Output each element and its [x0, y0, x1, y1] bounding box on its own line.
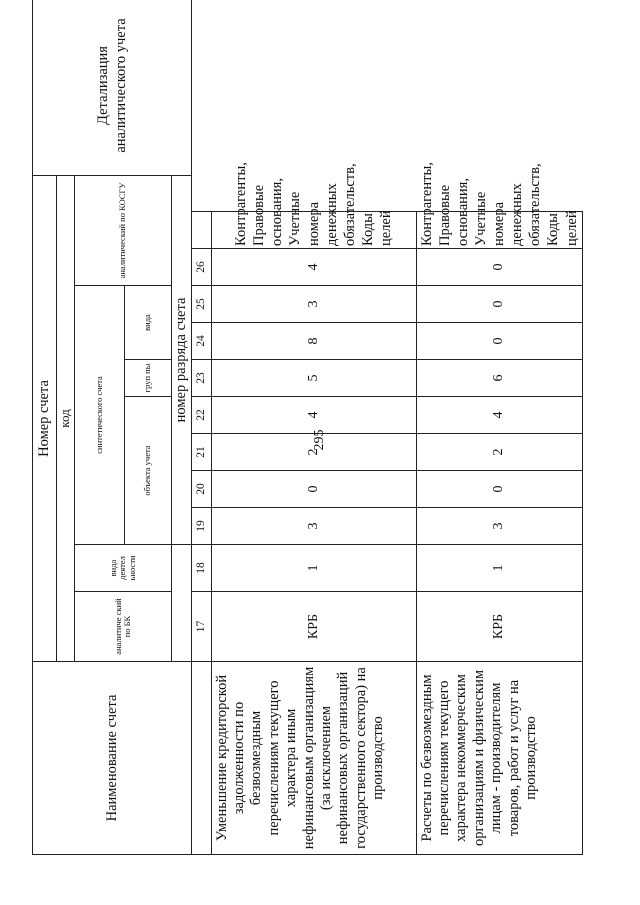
header-group: груп пы — [124, 360, 171, 397]
row-value: 1 — [211, 545, 416, 592]
account-table — [32, 0, 583, 855]
row-value: 2 — [416, 434, 582, 471]
row-value: 0 — [416, 471, 582, 508]
row-detail: Контрагенты, Правовые основания, Учетные номера денежных обязательств, Коды целей — [416, 212, 582, 249]
digit-label: 21 — [191, 434, 211, 471]
digit-label: 18 — [191, 545, 211, 592]
row-value: 3 — [416, 508, 582, 545]
digit-label: 24 — [191, 323, 211, 360]
row-value: 4 — [211, 397, 416, 434]
row-detail: Контрагенты, Правовые основания, Учетные номера денежных обязательств, Коды целей — [211, 212, 416, 249]
row-value: 4 — [416, 397, 582, 434]
digit-label: 17 — [191, 592, 211, 662]
row-value: 0 — [211, 471, 416, 508]
row-value: 3 — [211, 286, 416, 323]
header-account-name: Наименование счета — [33, 662, 192, 855]
row-account-name: Расчеты по безвозмездным перечислениям текущего характера некоммерческим организациям и физическим лицам - производителям товаров, работ и услуг на производство — [416, 662, 582, 855]
row-value: 0 — [416, 286, 582, 323]
row-value: 3 — [211, 508, 416, 545]
row-value: КРБ — [211, 592, 416, 662]
row-value: 1 — [416, 545, 582, 592]
page-number: 295 — [312, 429, 327, 451]
row-account-name: Уменьшение кредиторской задолженности по безвозмездным перечислениям текущего характера иным нефинансовым организациям (за исключением нефинансовых организаций государственного сектора) на производство — [211, 662, 416, 855]
header-digit-number: номер разряда счета — [171, 175, 191, 544]
row-value: КРБ — [416, 592, 582, 662]
header-detail: Детализация аналитического учета — [33, 0, 192, 175]
rotated-table-container — [32, 18, 580, 855]
header-account-number: Номер счета — [33, 175, 57, 661]
row-value: 2 — [211, 434, 416, 471]
row-value: 4 — [211, 249, 416, 286]
header-synthetic: синтетического счета — [74, 286, 124, 545]
row-value: 5 — [211, 360, 416, 397]
row-value: 0 — [416, 323, 582, 360]
digit-label: 22 — [191, 397, 211, 434]
header-account-object: объекта учета — [124, 397, 171, 545]
header-code: код — [57, 175, 75, 661]
digit-label: 20 — [191, 471, 211, 508]
header-activity-type: вида деятел ьности — [74, 545, 171, 592]
digit-label: 25 — [191, 286, 211, 323]
row-value: 0 — [416, 249, 582, 286]
table-row — [416, 0, 582, 855]
row-value: 6 — [416, 360, 582, 397]
digit-label: 19 — [191, 508, 211, 545]
digit-label: 26 — [191, 249, 211, 286]
digit-label: 23 — [191, 360, 211, 397]
header-analytic-kosgu: аналитический по КОСГУ — [74, 175, 171, 285]
table-row — [211, 0, 416, 855]
row-value: 8 — [211, 323, 416, 360]
header-analytic-bk: аналитиче ский по БК — [74, 592, 171, 662]
header-kind: вида — [124, 286, 171, 360]
